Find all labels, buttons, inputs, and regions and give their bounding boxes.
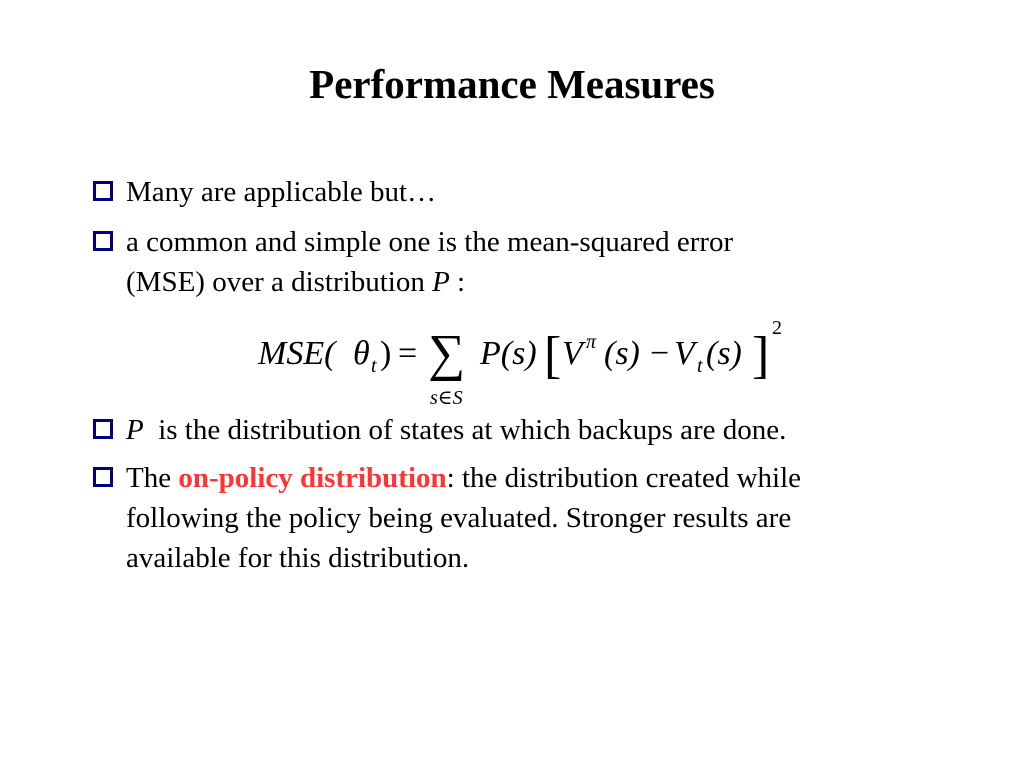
formula-v-arg: (s) [604,335,640,372]
bullet-2-line-1: a common and simple one is the mean-squared error [126,226,734,258]
square-bullet-icon [93,181,113,201]
mse-formula [250,304,810,414]
formula-theta-sub: t [371,355,377,377]
bullet-4-line-3: available for this distribution. [126,542,470,574]
bullet-4-line-1-rest: : the distribution created while [446,462,801,494]
bullet-2-line-2-prefix: (MSE) over a distribution [126,266,433,298]
formula-vt-arg: (s) [706,335,742,372]
bullet-4-prefix: The [126,462,179,494]
bullet-2-text [126,222,946,302]
slide-title: Performance Measures [309,61,715,107]
square-bullet-icon [93,419,113,439]
on-policy-distribution-term: on-policy distribution [178,462,447,494]
formula-minus: − [650,335,670,372]
square-bullet-icon [93,467,113,487]
bullet-2-line-2-suffix: : [449,266,466,298]
bullet-1-text: Many are applicable but… [126,176,437,208]
formula-v: V [562,335,583,372]
formula-power: 2 [772,317,782,339]
bullet-2-var-p: P [432,266,450,298]
bullet-3-var-p: P [126,414,144,446]
formula-close-bracket: ] [752,327,770,384]
square-bullet-icon [93,231,113,251]
formula-open-bracket: [ [544,327,562,384]
formula-equals: = [398,335,418,372]
bullet-3-text [126,410,946,450]
formula-lhs-close: ) [380,335,392,372]
bullet-4-line-2: following the policy being evaluated. Stronger results are [126,502,792,534]
formula-sum: ∑ [428,325,466,382]
bullet-3-rest: is the distribution of states at which backups are done. [143,414,787,446]
formula-lhs: MSE( [258,335,336,372]
bullet-4-text [126,458,946,578]
formula-p-of-s: P(s) [480,335,537,372]
formula-sum-sub: s∈S [430,387,463,409]
formula-theta: θ [353,335,370,372]
formula-vt: V [674,335,695,372]
formula-vt-sub: t [697,355,703,377]
formula-pi: π [586,331,597,353]
